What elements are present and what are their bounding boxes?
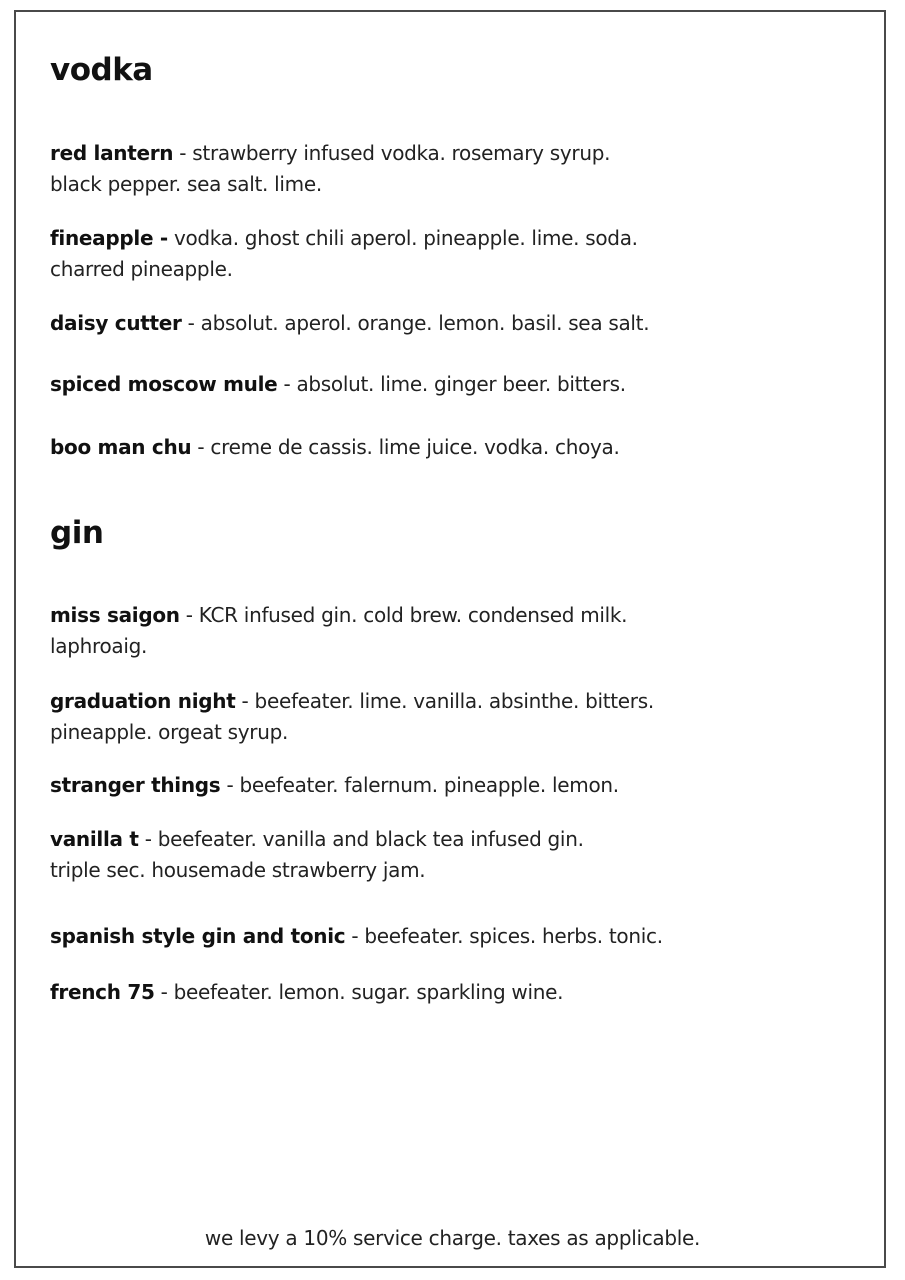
item-description-line1: beefeater. vanilla and black tea infused gin. bbox=[157, 827, 584, 851]
menu-item-vanilla-t bbox=[50, 824, 840, 886]
menu-item-daisy-cutter bbox=[50, 308, 840, 339]
menu-item-fineapple bbox=[50, 223, 840, 285]
item-description-line1: beefeater. lime. vanilla. absinthe. bitters. bbox=[254, 689, 654, 713]
item-description-line1: strawberry infused vodka. rosemary syrup. bbox=[192, 141, 611, 165]
item-separator: - bbox=[181, 311, 201, 335]
item-separator: - bbox=[277, 372, 297, 396]
item-name: spiced moscow mule bbox=[50, 372, 278, 396]
item-description-line1: beefeater. lemon. sugar. sparkling wine. bbox=[173, 980, 564, 1004]
menu-item-miss-saigon bbox=[50, 600, 840, 662]
item-separator: - bbox=[220, 773, 240, 797]
item-name: boo man chu bbox=[50, 435, 192, 459]
item-description-line1: beefeater. falernum. pineapple. lemon. bbox=[239, 773, 619, 797]
item-name: red lantern bbox=[50, 141, 174, 165]
item-separator: - bbox=[138, 827, 158, 851]
item-name: vanilla t bbox=[50, 827, 139, 851]
item-separator: - bbox=[179, 603, 199, 627]
item-description-line2: pineapple. orgeat syrup. bbox=[50, 720, 289, 744]
item-description-line1: vodka. ghost chili aperol. pineapple. lime. soda. bbox=[173, 226, 638, 250]
gin-heading: gin bbox=[50, 515, 104, 551]
item-name: miss saigon bbox=[50, 603, 180, 627]
item-description-line1: absolut. aperol. orange. lemon. basil. sea salt. bbox=[200, 311, 650, 335]
vodka-heading: vodka bbox=[50, 52, 153, 88]
item-name: fineapple - bbox=[50, 226, 168, 250]
menu-item-red-lantern bbox=[50, 138, 840, 200]
item-name: stranger things bbox=[50, 773, 221, 797]
item-separator: - bbox=[191, 435, 211, 459]
item-description-line1: beefeater. spices. herbs. tonic. bbox=[364, 924, 663, 948]
menu-item-stranger-things bbox=[50, 770, 840, 801]
item-description-line2: charred pineapple. bbox=[50, 257, 233, 281]
item-name: french 75 bbox=[50, 980, 155, 1004]
menu-item-graduation-night bbox=[50, 686, 840, 748]
item-separator: - bbox=[173, 141, 193, 165]
item-name: graduation night bbox=[50, 689, 236, 713]
item-description-line1: absolut. lime. ginger beer. bitters. bbox=[296, 372, 626, 396]
menu-item-boo-man-chu bbox=[50, 432, 840, 463]
item-separator: - bbox=[154, 980, 174, 1004]
service-charge-note: we levy a 10% service charge. taxes as applicable. bbox=[204, 1226, 701, 1250]
vodka-section bbox=[50, 52, 840, 88]
item-description-line2: black pepper. sea salt. lime. bbox=[50, 172, 322, 196]
item-separator: - bbox=[235, 689, 255, 713]
menu-item-spiced-moscow-mule bbox=[50, 369, 840, 400]
menu-item-spanish-style-gin-and-tonic bbox=[50, 921, 840, 952]
item-description-line1: KCR infused gin. cold brew. condensed milk. bbox=[198, 603, 628, 627]
item-separator: - bbox=[345, 924, 365, 948]
menu-item-french-75 bbox=[50, 977, 840, 1008]
item-name: spanish style gin and tonic bbox=[50, 924, 346, 948]
item-description-line1: creme de cassis. lime juice. vodka. choya. bbox=[210, 435, 620, 459]
item-description-line2: triple sec. housemade strawberry jam. bbox=[50, 858, 426, 882]
item-description-line2: laphroaig. bbox=[50, 634, 148, 658]
item-name: daisy cutter bbox=[50, 311, 182, 335]
gin-section bbox=[50, 515, 840, 551]
